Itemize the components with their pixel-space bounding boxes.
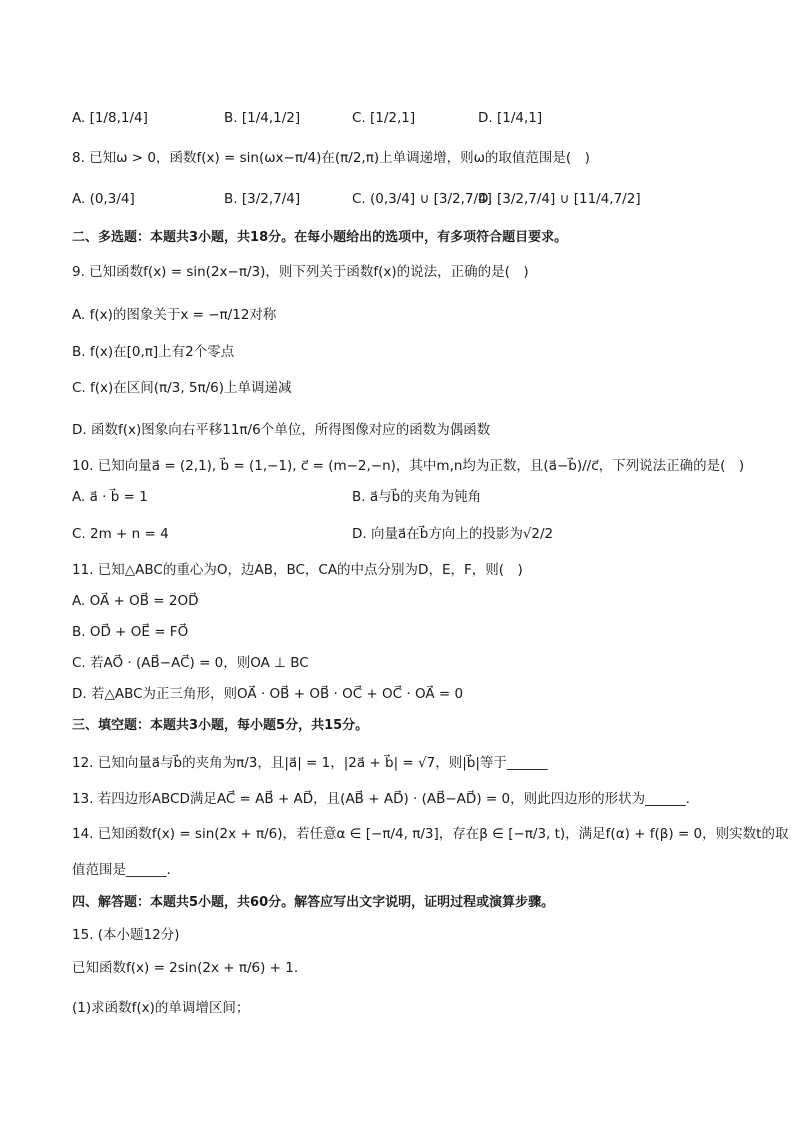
q14-stem-line-2: 值范围是______. bbox=[72, 862, 171, 878]
q10-options-row-1 bbox=[72, 486, 732, 508]
q9-stem: 9. 已知函数f(x) = sin(2x−π/3)，则下列关于函数f(x)的说法，正确的是( ) bbox=[72, 264, 529, 280]
q11-stem: 11. 已知△ABC的重心为O，边AB，BC，CA的中点分别为D，E，F，则( ) bbox=[72, 562, 523, 578]
q8-option-a: A. (0,3/4] bbox=[72, 191, 135, 207]
section-2-heading: 二、多选题：本题共3小题，共18分。在每小题给出的选项中，有多项符合题目要求。 bbox=[72, 230, 568, 245]
q10-options-row-2 bbox=[72, 523, 732, 545]
q9-option-d: D. 函数f(x)图象向右平移11π/6个单位，所得图像对应的函数为偶函数 bbox=[72, 422, 491, 438]
q10-stem: 10. 已知向量a⃗ = (2,1), b⃗ = (1,−1), c⃗ = (m−2,−n)，其中m,n均为正数，且(a⃗−b⃗)//c⃗，下列说法正确的是( ) bbox=[72, 458, 745, 474]
q11-option-c: C. 若AO⃗ · (AB⃗−AC⃗) = 0，则OA ⊥ BC bbox=[72, 655, 309, 671]
q10-option-a: A. a⃗ · b⃗ = 1 bbox=[72, 489, 148, 505]
q11-option-d: D. 若△ABC为正三角形，则OA⃗ · OB⃗ + OB⃗ · OC⃗ + OC⃗ · OA⃗ = 0 bbox=[72, 686, 464, 702]
section-3-heading: 三、填空题：本题共3小题，每小题5分，共15分。 bbox=[72, 718, 369, 733]
q14-stem-line-1: 14. 已知函数f(x) = sin(2x + π/6)，若任意α ∈ [−π/4, π/3]，存在β ∈ [−π/3, t)，满足f(α) + f(β) = 0，则实数t的取 bbox=[72, 826, 789, 842]
q8-option-d: D. [3/2,7/4] ∪ [11/4,7/2] bbox=[478, 191, 641, 207]
q8-options bbox=[72, 188, 732, 210]
q9-option-a: A. f(x)的图象关于x = −π/12对称 bbox=[72, 307, 277, 323]
q10-option-b: B. a⃗与b⃗的夹角为钝角 bbox=[352, 489, 482, 505]
q15-header: 15. (本小题12分) bbox=[72, 927, 180, 943]
q7-option-a: A. [1/8,1/4] bbox=[72, 110, 148, 126]
q7-option-d: D. [1/4,1] bbox=[478, 110, 543, 126]
q8-option-b: B. [3/2,7/4] bbox=[224, 191, 301, 207]
q9-option-c: C. f(x)在区间(π/3, 5π/6)上单调递减 bbox=[72, 380, 292, 396]
q10-option-c: C. 2m + n = 4 bbox=[72, 526, 169, 542]
q7-option-c: C. [1/2,1] bbox=[352, 110, 416, 126]
q10-option-d: D. 向量a⃗在b⃗方向上的投影为√2/2 bbox=[352, 526, 554, 542]
q11-option-a: A. OA⃗ + OB⃗ = 2OD⃗ bbox=[72, 593, 199, 609]
section-4-heading: 四、解答题：本题共5小题，共60分。解答应写出文字说明，证明过程或演算步骤。 bbox=[72, 895, 555, 910]
q8-option-c: C. (0,3/4] ∪ [3/2,7/4] bbox=[352, 191, 492, 207]
q15-stem: 已知函数f(x) = 2sin(2x + π/6) + 1. bbox=[72, 960, 299, 976]
q7-options bbox=[72, 107, 732, 129]
q11-option-b: B. OD⃗ + OE⃗ = FO⃗ bbox=[72, 624, 189, 640]
q8-stem: 8. 已知ω > 0，函数f(x) = sin(ωx−π/4)在(π/2,π)上单调递增，则ω的取值范围是( ) bbox=[72, 150, 590, 166]
q15-part-1: (1)求函数f(x)的单调增区间； bbox=[72, 1000, 250, 1016]
q13-stem: 13. 若四边形ABCD满足AC⃗ = AB⃗ + AD⃗，且(AB⃗ + AD⃗) · (AB⃗−AD⃗) = 0，则此四边形的形状为______. bbox=[72, 791, 690, 807]
q7-option-b: B. [1/4,1/2] bbox=[224, 110, 301, 126]
q9-option-b: B. f(x)在[0,π]上有2个零点 bbox=[72, 344, 235, 360]
q12-stem: 12. 已知向量a⃗与b⃗的夹角为π/3，且|a⃗| = 1，|2a⃗ + b⃗| = √7，则|b⃗|等于______ bbox=[72, 755, 548, 771]
